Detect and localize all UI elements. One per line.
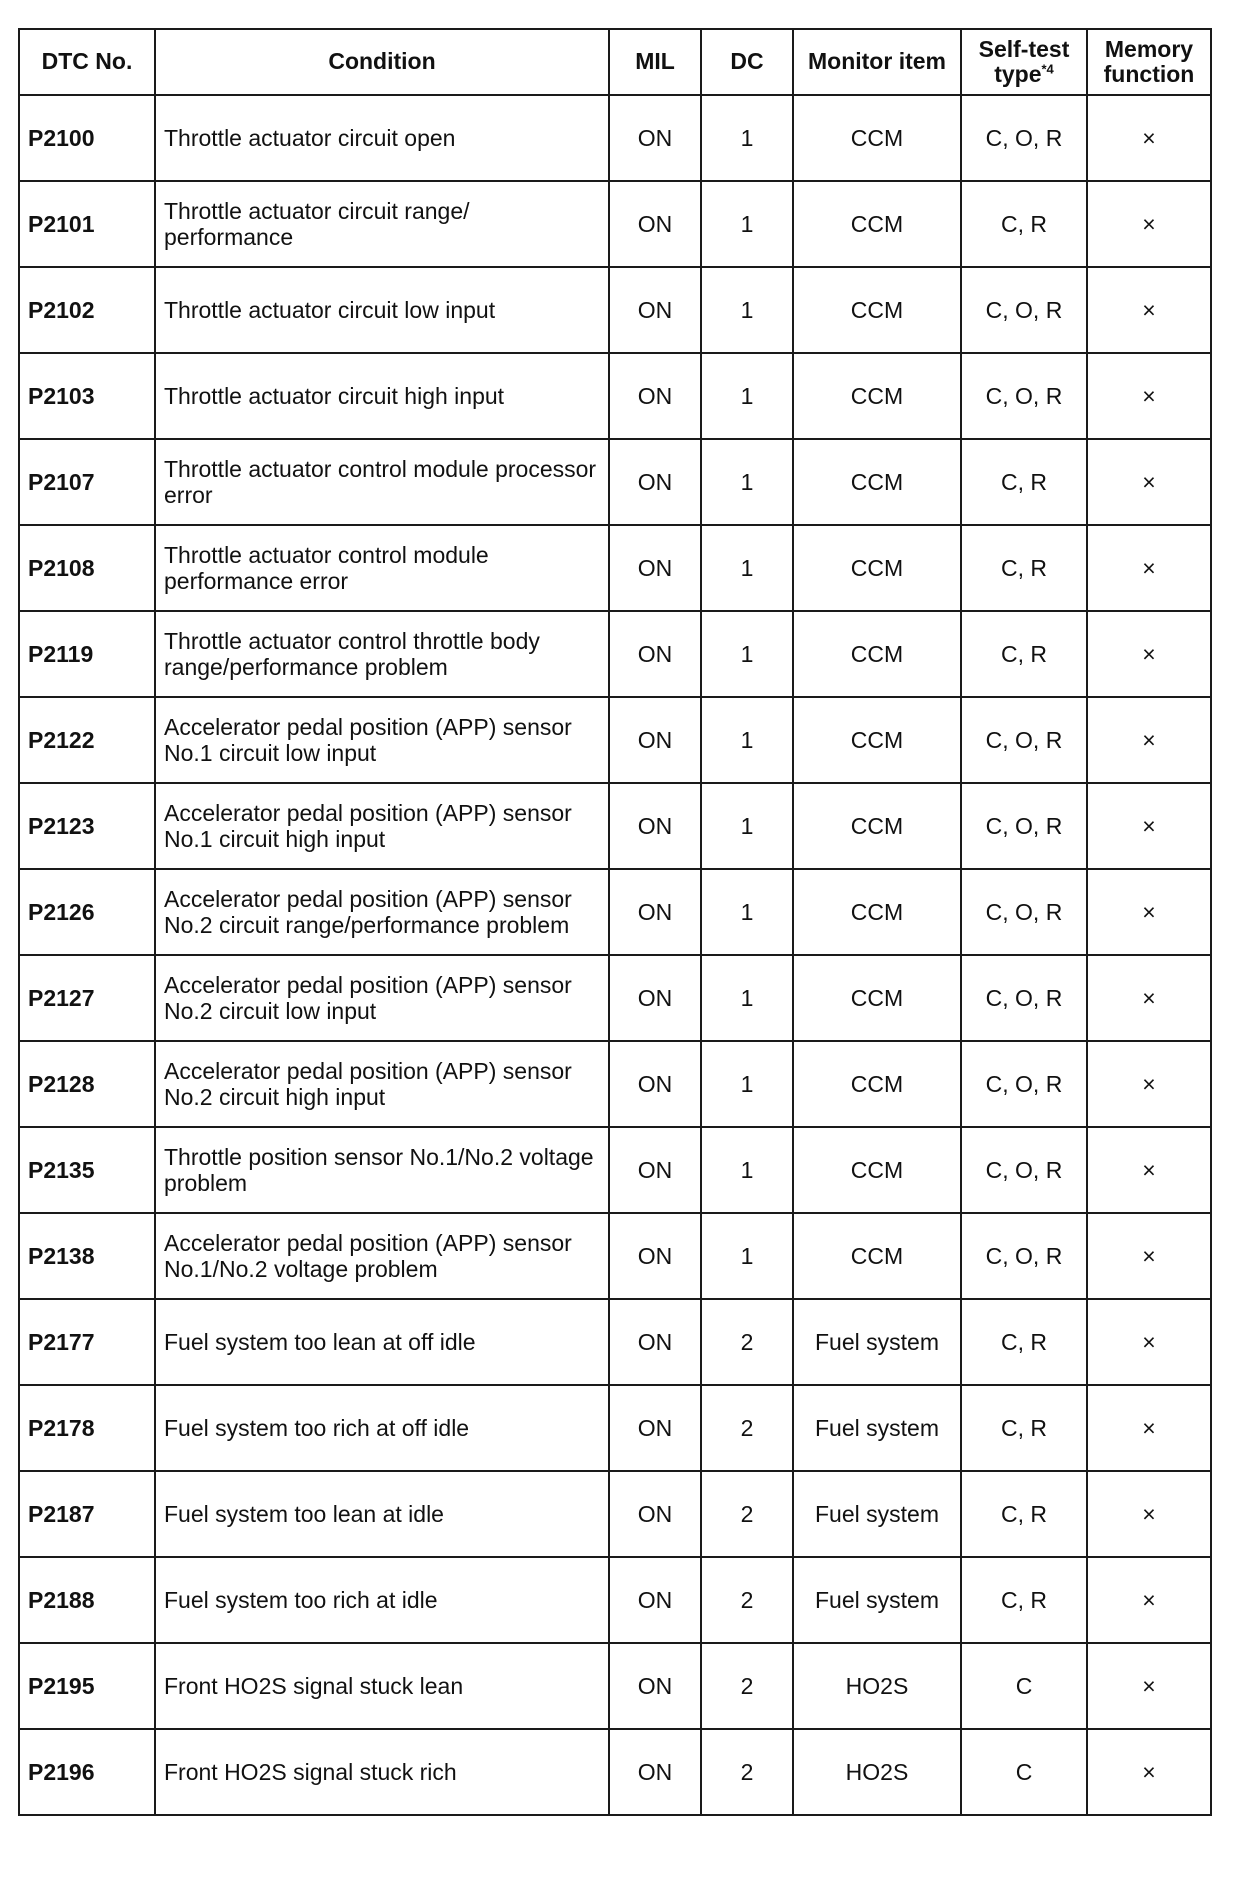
memory-function-cell: × xyxy=(1087,1213,1211,1299)
mil-cell: ON xyxy=(609,783,701,869)
dtc-code-cell: P2103 xyxy=(19,353,155,439)
dc-cell: 1 xyxy=(701,1041,793,1127)
condition-cell: Throttle actuator control module performance error xyxy=(155,525,609,611)
condition-cell: Accelerator pedal position (APP) sensor No.1 circuit low input xyxy=(155,697,609,783)
memory-function-cell: × xyxy=(1087,1471,1211,1557)
mil-cell: ON xyxy=(609,869,701,955)
dc-cell: 2 xyxy=(701,1385,793,1471)
self-test-type-cell: C, O, R xyxy=(961,267,1087,353)
condition-cell: Throttle actuator control throttle body range/performance problem xyxy=(155,611,609,697)
dc-cell: 1 xyxy=(701,181,793,267)
monitor-item-cell: CCM xyxy=(793,95,961,181)
dc-cell: 1 xyxy=(701,1213,793,1299)
dtc-code-cell: P2101 xyxy=(19,181,155,267)
mil-cell: ON xyxy=(609,611,701,697)
self-test-type-cell: C, R xyxy=(961,525,1087,611)
condition-cell: Fuel system too rich at off idle xyxy=(155,1385,609,1471)
dc-cell: 2 xyxy=(701,1643,793,1729)
table-row xyxy=(19,697,1211,783)
condition-cell: Accelerator pedal position (APP) sensor No.2 circuit high input xyxy=(155,1041,609,1127)
mil-cell: ON xyxy=(609,1213,701,1299)
dtc-code-cell: P2102 xyxy=(19,267,155,353)
header-memory-function: Memory function xyxy=(1087,29,1211,95)
dc-cell: 1 xyxy=(701,353,793,439)
mil-cell: ON xyxy=(609,1127,701,1213)
dc-cell: 1 xyxy=(701,439,793,525)
dtc-code-cell: P2122 xyxy=(19,697,155,783)
table-row xyxy=(19,1041,1211,1127)
condition-cell: Throttle actuator circuit low input xyxy=(155,267,609,353)
condition-cell: Throttle actuator circuit high input xyxy=(155,353,609,439)
memory-function-cell: × xyxy=(1087,1041,1211,1127)
mil-cell: ON xyxy=(609,1729,701,1815)
dc-cell: 1 xyxy=(701,955,793,1041)
condition-cell: Front HO2S signal stuck rich xyxy=(155,1729,609,1815)
table-row xyxy=(19,353,1211,439)
monitor-item-cell: CCM xyxy=(793,697,961,783)
self-test-type-cell: C, R xyxy=(961,181,1087,267)
monitor-item-cell: CCM xyxy=(793,1041,961,1127)
memory-function-cell: × xyxy=(1087,439,1211,525)
self-test-type-cell: C, O, R xyxy=(961,95,1087,181)
monitor-item-cell: CCM xyxy=(793,869,961,955)
table-row xyxy=(19,1385,1211,1471)
condition-cell: Accelerator pedal position (APP) sensor No.2 circuit low input xyxy=(155,955,609,1041)
dtc-table-container xyxy=(18,28,1210,1816)
dtc-code-cell: P2108 xyxy=(19,525,155,611)
memory-function-cell: × xyxy=(1087,1127,1211,1213)
header-dtc-no: DTC No. xyxy=(19,29,155,95)
table-row xyxy=(19,267,1211,353)
table-row xyxy=(19,1213,1211,1299)
table-row xyxy=(19,955,1211,1041)
dtc-code-cell: P2135 xyxy=(19,1127,155,1213)
monitor-item-cell: CCM xyxy=(793,955,961,1041)
condition-cell: Throttle actuator control module processor error xyxy=(155,439,609,525)
mil-cell: ON xyxy=(609,1299,701,1385)
dtc-code-cell: P2123 xyxy=(19,783,155,869)
dc-cell: 1 xyxy=(701,525,793,611)
memory-function-cell: × xyxy=(1087,869,1211,955)
memory-function-cell: × xyxy=(1087,525,1211,611)
mil-cell: ON xyxy=(609,181,701,267)
table-row xyxy=(19,1557,1211,1643)
self-test-type-cell: C, R xyxy=(961,1557,1087,1643)
table-row xyxy=(19,1299,1211,1385)
dtc-code-cell: P2126 xyxy=(19,869,155,955)
table-row xyxy=(19,1643,1211,1729)
table-row xyxy=(19,1729,1211,1815)
condition-cell: Accelerator pedal position (APP) sensor No.2 circuit range/performance problem xyxy=(155,869,609,955)
table-row xyxy=(19,1127,1211,1213)
dc-cell: 1 xyxy=(701,783,793,869)
table-row xyxy=(19,181,1211,267)
header-dc: DC xyxy=(701,29,793,95)
condition-cell: Throttle actuator circuit range/ performance xyxy=(155,181,609,267)
dtc-code-cell: P2100 xyxy=(19,95,155,181)
memory-function-cell: × xyxy=(1087,783,1211,869)
dtc-code-cell: P2128 xyxy=(19,1041,155,1127)
self-test-type-cell: C, O, R xyxy=(961,1213,1087,1299)
dtc-code-cell: P2107 xyxy=(19,439,155,525)
monitor-item-cell: HO2S xyxy=(793,1729,961,1815)
memory-function-cell: × xyxy=(1087,353,1211,439)
header-self-test-type xyxy=(961,29,1087,95)
mil-cell: ON xyxy=(609,525,701,611)
mil-cell: ON xyxy=(609,95,701,181)
condition-cell: Fuel system too lean at idle xyxy=(155,1471,609,1557)
table-row xyxy=(19,611,1211,697)
monitor-item-cell: CCM xyxy=(793,353,961,439)
dtc-table xyxy=(18,28,1212,1816)
condition-cell: Throttle actuator circuit open xyxy=(155,95,609,181)
self-test-type-cell: C, R xyxy=(961,1299,1087,1385)
dc-cell: 1 xyxy=(701,611,793,697)
dtc-code-cell: P2138 xyxy=(19,1213,155,1299)
self-test-footnote: *4 xyxy=(1041,61,1054,77)
monitor-item-cell: Fuel system xyxy=(793,1557,961,1643)
self-test-type-cell: C, O, R xyxy=(961,697,1087,783)
dtc-code-cell: P2127 xyxy=(19,955,155,1041)
header-condition: Condition xyxy=(155,29,609,95)
table-row xyxy=(19,783,1211,869)
mil-cell: ON xyxy=(609,1471,701,1557)
monitor-item-cell: Fuel system xyxy=(793,1299,961,1385)
memory-function-cell: × xyxy=(1087,1299,1211,1385)
self-test-type-cell: C, O, R xyxy=(961,1041,1087,1127)
dtc-code-cell: P2178 xyxy=(19,1385,155,1471)
memory-function-cell: × xyxy=(1087,1385,1211,1471)
self-test-type-cell: C xyxy=(961,1729,1087,1815)
condition-cell: Fuel system too lean at off idle xyxy=(155,1299,609,1385)
header-mil: MIL xyxy=(609,29,701,95)
dtc-code-cell: P2119 xyxy=(19,611,155,697)
self-test-type-cell: C, O, R xyxy=(961,1127,1087,1213)
monitor-item-cell: HO2S xyxy=(793,1643,961,1729)
table-row xyxy=(19,95,1211,181)
memory-function-cell: × xyxy=(1087,955,1211,1041)
monitor-item-cell: CCM xyxy=(793,783,961,869)
memory-function-cell: × xyxy=(1087,1729,1211,1815)
dtc-table-body xyxy=(19,95,1211,1815)
memory-function-cell: × xyxy=(1087,697,1211,783)
dtc-code-cell: P2188 xyxy=(19,1557,155,1643)
monitor-item-cell: CCM xyxy=(793,611,961,697)
dc-cell: 1 xyxy=(701,95,793,181)
memory-function-cell: × xyxy=(1087,181,1211,267)
dtc-code-cell: P2187 xyxy=(19,1471,155,1557)
memory-function-cell: × xyxy=(1087,1557,1211,1643)
self-test-type-cell: C, R xyxy=(961,439,1087,525)
mil-cell: ON xyxy=(609,267,701,353)
monitor-item-cell: CCM xyxy=(793,1127,961,1213)
mil-cell: ON xyxy=(609,353,701,439)
condition-cell: Accelerator pedal position (APP) sensor No.1/No.2 voltage problem xyxy=(155,1213,609,1299)
mil-cell: ON xyxy=(609,955,701,1041)
monitor-item-cell: CCM xyxy=(793,439,961,525)
self-test-type-cell: C, R xyxy=(961,611,1087,697)
self-test-type-cell: C, R xyxy=(961,1471,1087,1557)
dtc-code-cell: P2196 xyxy=(19,1729,155,1815)
condition-cell: Throttle position sensor No.1/No.2 voltage problem xyxy=(155,1127,609,1213)
dc-cell: 2 xyxy=(701,1471,793,1557)
condition-cell: Fuel system too rich at idle xyxy=(155,1557,609,1643)
dc-cell: 2 xyxy=(701,1729,793,1815)
mil-cell: ON xyxy=(609,697,701,783)
condition-cell: Accelerator pedal position (APP) sensor No.1 circuit high input xyxy=(155,783,609,869)
header-row xyxy=(19,29,1211,95)
dc-cell: 1 xyxy=(701,869,793,955)
dtc-code-cell: P2195 xyxy=(19,1643,155,1729)
dc-cell: 1 xyxy=(701,697,793,783)
mil-cell: ON xyxy=(609,1385,701,1471)
monitor-item-cell: CCM xyxy=(793,1213,961,1299)
mil-cell: ON xyxy=(609,439,701,525)
monitor-item-cell: Fuel system xyxy=(793,1385,961,1471)
dtc-code-cell: P2177 xyxy=(19,1299,155,1385)
monitor-item-cell: CCM xyxy=(793,525,961,611)
dc-cell: 2 xyxy=(701,1557,793,1643)
table-row xyxy=(19,869,1211,955)
monitor-item-cell: CCM xyxy=(793,267,961,353)
condition-cell: Front HO2S signal stuck lean xyxy=(155,1643,609,1729)
self-test-type-label: Self-test type xyxy=(978,35,1070,87)
table-row xyxy=(19,525,1211,611)
memory-function-cell: × xyxy=(1087,611,1211,697)
dc-cell: 2 xyxy=(701,1299,793,1385)
self-test-type-cell: C, O, R xyxy=(961,353,1087,439)
mil-cell: ON xyxy=(609,1557,701,1643)
table-row xyxy=(19,439,1211,525)
monitor-item-cell: Fuel system xyxy=(793,1471,961,1557)
header-monitor-item: Monitor item xyxy=(793,29,961,95)
mil-cell: ON xyxy=(609,1643,701,1729)
dc-cell: 1 xyxy=(701,267,793,353)
table-row xyxy=(19,1471,1211,1557)
memory-function-cell: × xyxy=(1087,267,1211,353)
monitor-item-cell: CCM xyxy=(793,181,961,267)
self-test-type-cell: C, O, R xyxy=(961,955,1087,1041)
mil-cell: ON xyxy=(609,1041,701,1127)
self-test-type-cell: C, O, R xyxy=(961,869,1087,955)
self-test-type-cell: C, O, R xyxy=(961,783,1087,869)
self-test-type-cell: C xyxy=(961,1643,1087,1729)
memory-function-cell: × xyxy=(1087,1643,1211,1729)
self-test-type-cell: C, R xyxy=(961,1385,1087,1471)
memory-function-cell: × xyxy=(1087,95,1211,181)
dc-cell: 1 xyxy=(701,1127,793,1213)
